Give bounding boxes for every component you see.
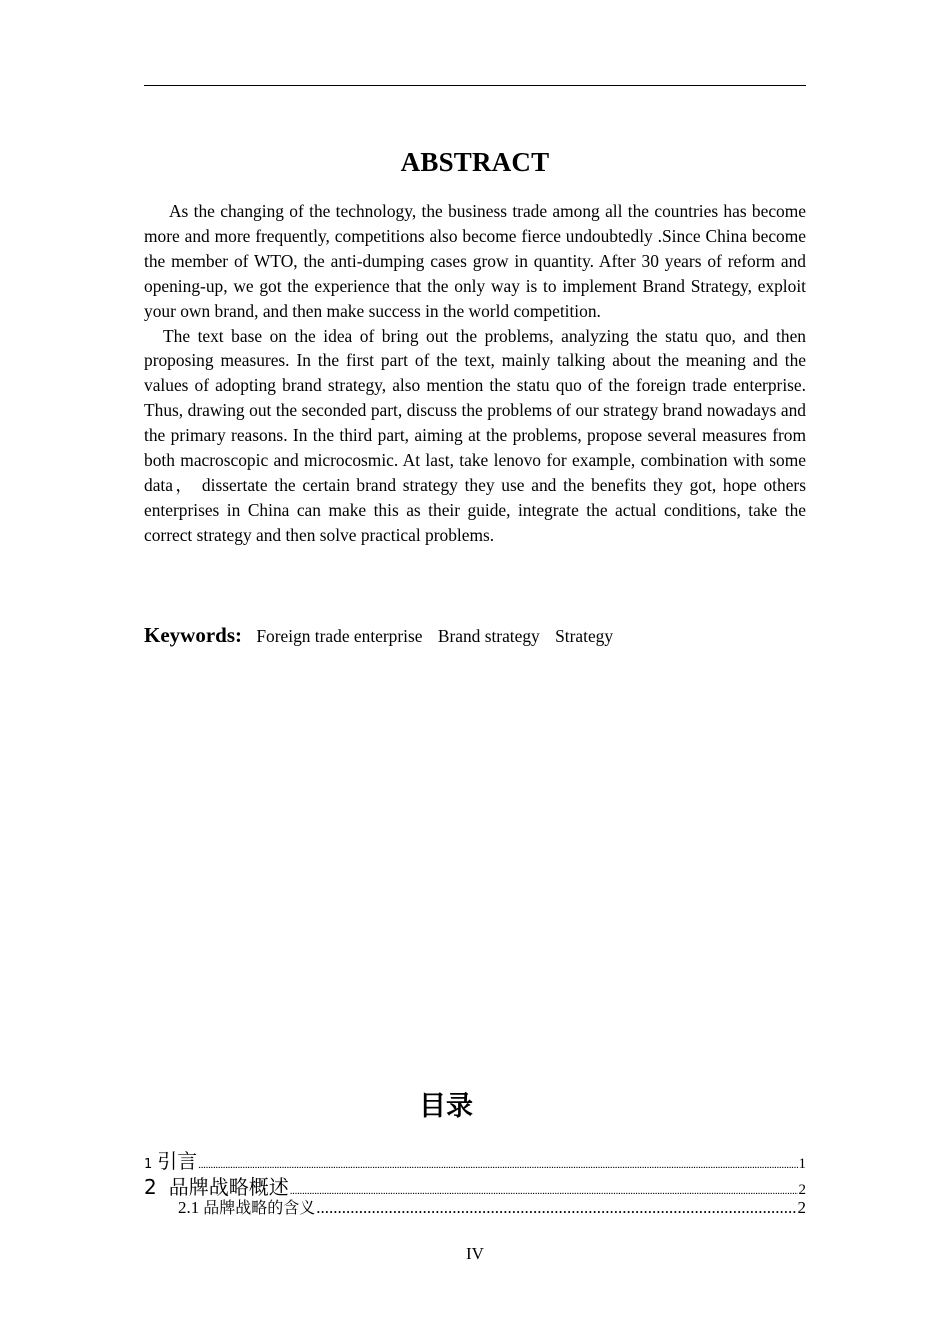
toc-entry-number: 2 [144, 1175, 157, 1199]
toc-entry-page: 2 [798, 1182, 806, 1198]
toc-entry-number: 2.1 [178, 1198, 200, 1217]
keyword-item: Foreign trade enterprise [256, 626, 423, 646]
abstract-body [144, 199, 806, 548]
header-rule [144, 85, 806, 86]
toc-entry-label: 品牌战略概述 [168, 1175, 289, 1199]
toc-entry-label: 品牌战略的含义 [203, 1198, 316, 1217]
keyword-item: Strategy [555, 626, 614, 646]
table-of-contents [144, 1145, 806, 1221]
toc-entry-label: 引言 [157, 1149, 198, 1173]
toc-entry[interactable] [144, 1171, 806, 1199]
toc-dot-leader [198, 1159, 797, 1171]
abstract-paragraph-2: The text base on the idea of bring out the problems, analyzing the statu quo, and then proposing measures. In the first part of the text, mainly talking about the meaning and the values of adopting brand strategy, also mention the statu quo of the foreign trade enterprise. Thus, drawing out the seconded part, discuss the problems of our strategy brand nowadays and the primary reasons. In the third part, aiming at the problems, propose several measures from both macroscopic and microcosmic. At last, take lenovo for example, combination with some data， dissertate the certain brand strategy they use and the benefits they got, hope others enterprises in China can make this as their guide, integrate the actual conditions, take the correct strategy and then solve practical problems. [144, 325, 806, 545]
toc-title: 目录 [419, 1091, 473, 1122]
toc-entry[interactable] [144, 1195, 806, 1221]
keywords-label: Keywords: [144, 623, 242, 647]
keyword-item: Brand strategy [437, 626, 540, 646]
toc-entry-page: 2 [797, 1198, 806, 1217]
toc-dot-leader [290, 1185, 798, 1197]
abstract-title: ABSTRACT [400, 147, 550, 177]
toc-dot-leader [316, 1198, 796, 1218]
page-number: IV [466, 1244, 484, 1263]
toc-entry-number: 1 [144, 1157, 153, 1172]
toc-entry-page: 1 [798, 1156, 806, 1172]
keywords-line [144, 620, 806, 651]
toc-entry[interactable] [144, 1145, 806, 1171]
abstract-paragraph-1: As the changing of the technology, the business trade among all the countries has become more and more frequently, competitions also become fierce undoubtedly .Since China become the member of WTO, the anti-dumping cases grow in quantity. After 30 years of reform and opening-up, we got the experience that the only way is to implement Brand Strategy, exploit your own brand, and then make success in the world competition. [144, 201, 806, 321]
